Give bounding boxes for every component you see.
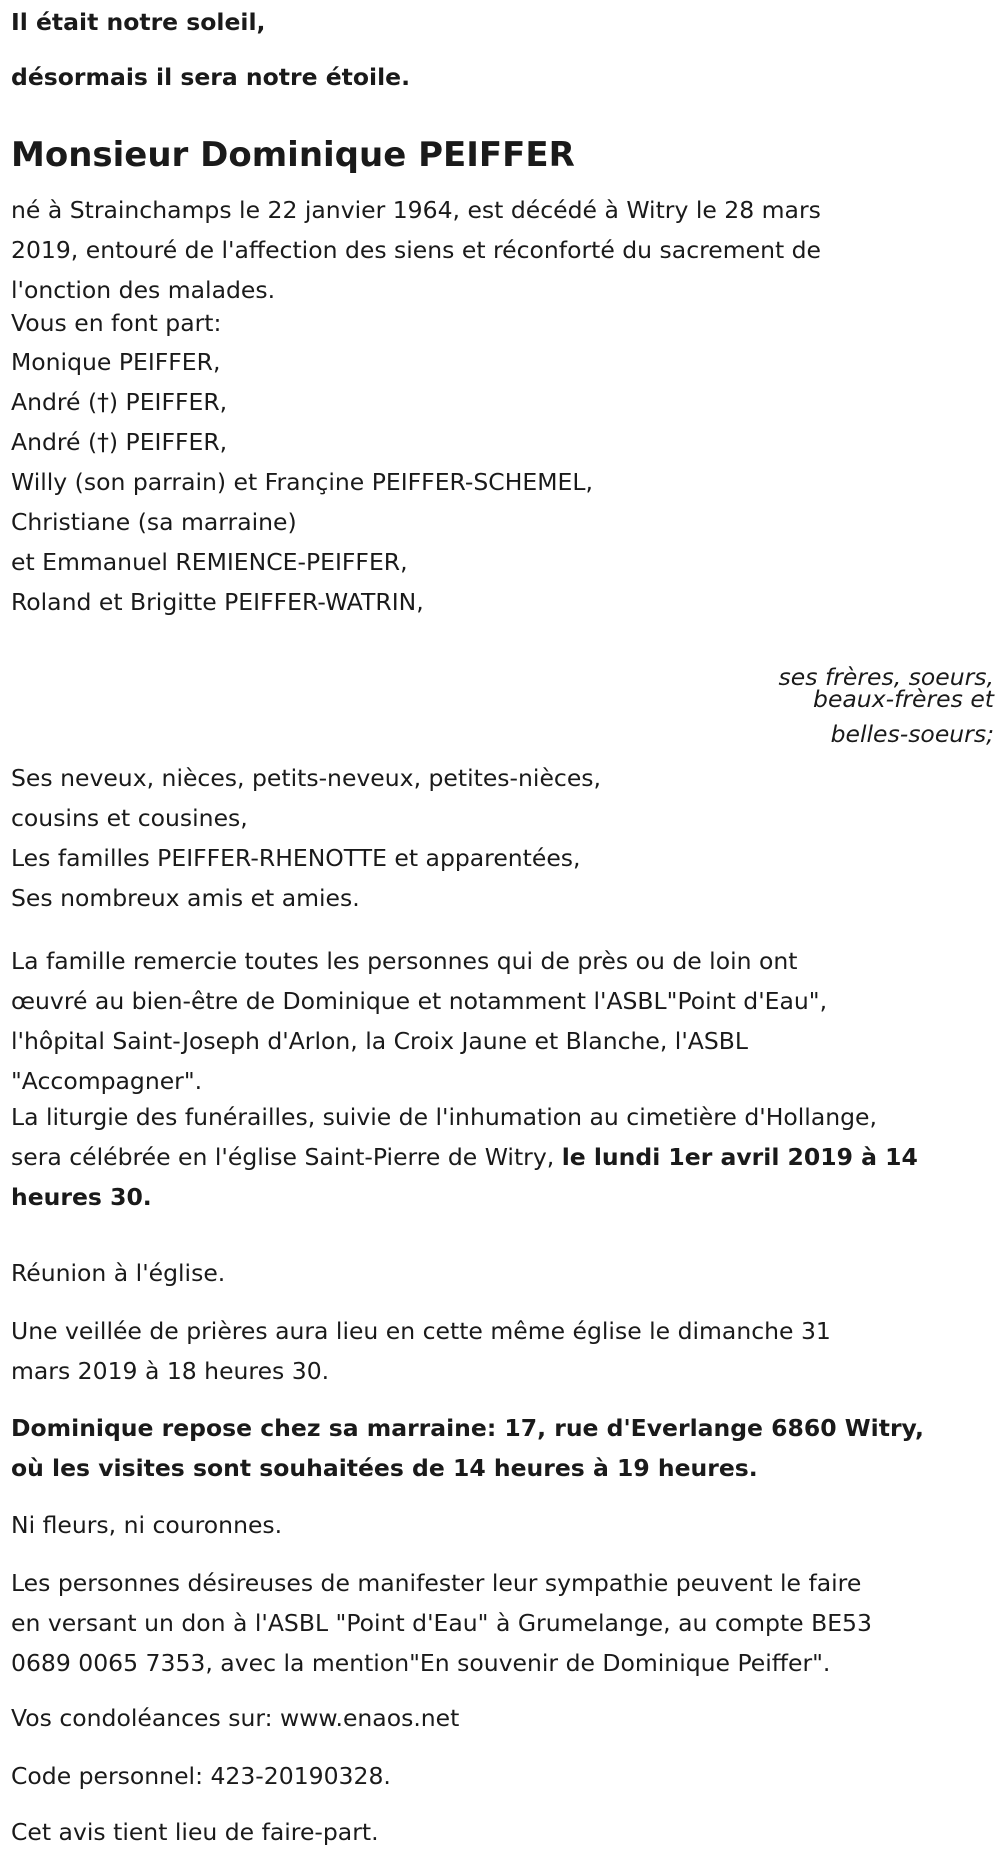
epigraph-line-1: Il était notre soleil, xyxy=(11,8,266,36)
family-member: Christiane (sa marraine) xyxy=(11,508,297,536)
thanks-line: "Accompagner". xyxy=(11,1067,203,1095)
liturgy-line: La liturgie des funérailles, suivie de l'inhumation au cimetière d'Hollange, xyxy=(11,1103,877,1131)
epigraph-line-2: désormais il sera notre étoile. xyxy=(11,63,411,91)
vigil-line: Une veillée de prières aura lieu en cette même église le dimanche 31 xyxy=(11,1317,831,1345)
thanks-line: l'hôpital Saint-Joseph d'Arlon, la Croix Jaune et Blanche, l'ASBL xyxy=(11,1027,748,1055)
family-member: André (†) PEIFFER, xyxy=(11,388,228,416)
rest-line: où les visites sont souhaitées de 14 heures à 19 heures. xyxy=(11,1454,758,1482)
thanks-line: œuvré au bien-être de Dominique et notamment l'ASBL"Point d'Eau", xyxy=(11,987,828,1015)
liturgy-line xyxy=(11,1137,996,1177)
intro-line: né à Strainchamps le 22 janvier 1964, est décédé à Witry le 28 mars xyxy=(11,196,821,224)
donation-paragraph xyxy=(11,1563,996,1683)
relation-note xyxy=(778,663,994,713)
thanks-paragraph xyxy=(11,941,996,1101)
liturgy-paragraph xyxy=(11,1097,996,1217)
intro-line: 2019, entouré de l'affection des siens et réconforté du sacrement de xyxy=(11,236,822,264)
relation-note-line: beaux-frères et xyxy=(813,685,994,713)
vigil-line: mars 2019 à 18 heures 30. xyxy=(11,1357,330,1385)
family-member: et Emmanuel REMIENCE-PEIFFER, xyxy=(11,548,408,576)
donation-line: en versant un don à l'ASBL "Point d'Eau" à Grumelange, au compte BE53 xyxy=(11,1609,872,1637)
condolences-text: Vos condoléances sur: www.enaos.net xyxy=(11,1704,460,1732)
vigil-paragraph xyxy=(11,1311,996,1391)
closing-text: Cet avis tient lieu de faire-part. xyxy=(11,1818,379,1846)
meeting-text: Réunion à l'église. xyxy=(11,1259,226,1287)
deceased-name-title: Monsieur Dominique PEIFFER xyxy=(11,135,575,175)
relation-note-line: ses frères, soeurs, xyxy=(778,663,994,691)
relatives-line: cousins et cousines, xyxy=(11,804,248,832)
relatives-line: Ses neveux, nièces, petits-neveux, petites-nièces, xyxy=(11,764,601,792)
donation-line: 0689 0065 7353, avec la mention"En souvenir de Dominique Peiffer". xyxy=(11,1649,831,1677)
relatives-line: Ses nombreux amis et amies. xyxy=(11,884,360,912)
donation-line: Les personnes désireuses de manifester leur sympathie peuvent le faire xyxy=(11,1569,862,1597)
family-member: André (†) PEIFFER, xyxy=(11,428,228,456)
rest-paragraph xyxy=(11,1408,996,1488)
announce-text: Vous en font part: xyxy=(11,309,222,337)
flowers-text: Ni fleurs, ni couronnes. xyxy=(11,1511,283,1539)
family-member: Willy (son parrain) et Françine PEIFFER-SCHEMEL, xyxy=(11,468,593,496)
liturgy-location: sera célébrée en l'église Saint-Pierre de Witry, xyxy=(11,1143,562,1171)
family-member: Monique PEIFFER, xyxy=(11,348,221,376)
intro-line: l'onction des malades. xyxy=(11,276,276,304)
thanks-line: La famille remercie toutes les personnes qui de près ou de loin ont xyxy=(11,947,798,975)
relation-note-end xyxy=(830,720,994,748)
family-list xyxy=(11,342,996,622)
intro-paragraph xyxy=(11,190,996,310)
relation-note-line: belles-soeurs; xyxy=(830,720,994,748)
family-member: Roland et Brigitte PEIFFER-WATRIN, xyxy=(11,588,424,616)
liturgy-date: le lundi 1er avril 2019 à 14 xyxy=(561,1143,918,1171)
relatives-line: Les familles PEIFFER-RHENOTTE et apparentées, xyxy=(11,844,581,872)
personal-code: Code personnel: 423-20190328. xyxy=(11,1762,391,1790)
liturgy-time: heures 30. xyxy=(11,1183,152,1211)
rest-line: Dominique repose chez sa marraine: 17, rue d'Everlange 6860 Witry, xyxy=(11,1414,924,1442)
relatives-list xyxy=(11,758,996,918)
